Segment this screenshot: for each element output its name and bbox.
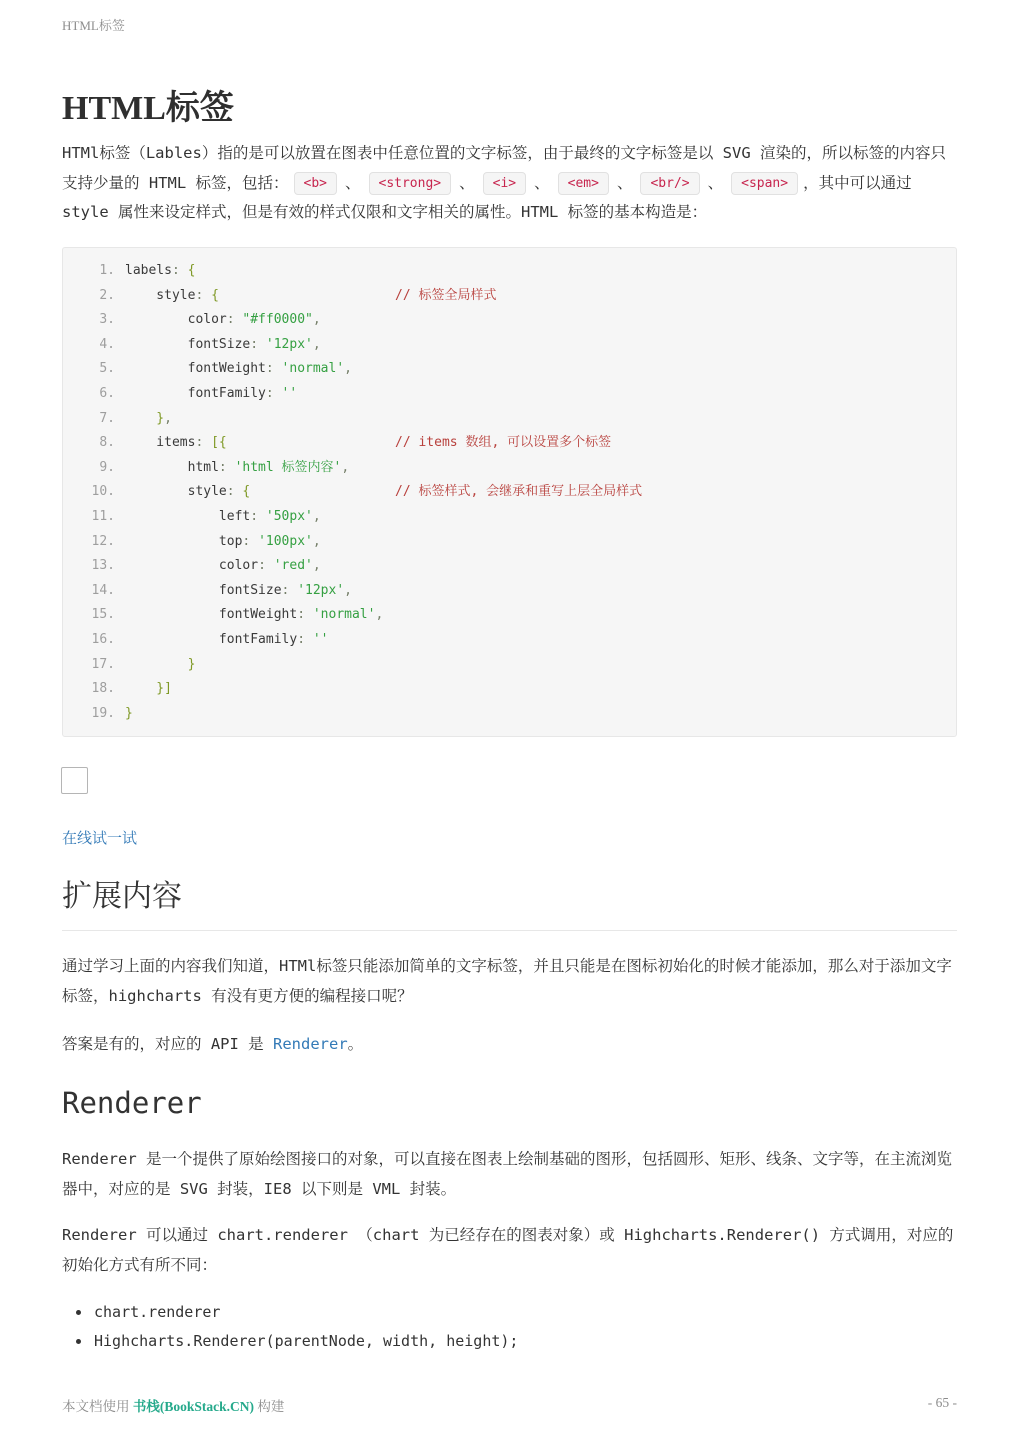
- code-token: ,: [341, 459, 350, 475]
- code-token: ,: [312, 558, 321, 574]
- code-token: top: [125, 533, 243, 549]
- code-token: html: [125, 459, 219, 475]
- code-line: [75, 431, 940, 456]
- intro-text-after: ，其中可以通过 style 属性来设定样式，但是有效的样式仅限和文字相关的属性。HTML 标签的基本构造是：: [62, 173, 912, 221]
- line-number: 11.: [91, 508, 115, 524]
- code-token: :: [281, 582, 298, 598]
- list-item: • chart.renderer: [92, 1298, 952, 1327]
- code-line: [75, 505, 940, 530]
- code-token: fontSize: [125, 336, 251, 352]
- page-title: HTML标签: [62, 90, 234, 127]
- inline-code-tag: <strong>: [369, 172, 452, 195]
- tag-separator: 、: [616, 173, 633, 192]
- code-token: '': [281, 385, 298, 401]
- renderer-paragraph-2: Renderer 可以通过 chart.renderer （chart 为已经存在的图表对象）或 Highcharts.Renderer() 方式调用，对应的初始化方式有所不同：: [62, 1226, 954, 1274]
- code-token: '100px': [258, 533, 313, 549]
- code-token: '50px': [265, 508, 313, 524]
- line-number: 15.: [91, 607, 115, 623]
- code-token: ,: [312, 312, 321, 328]
- line-number: 7.: [99, 410, 115, 426]
- code-token: fontFamily: [125, 385, 266, 401]
- code-line: [75, 333, 940, 358]
- code-line: [75, 653, 940, 678]
- code-line: [75, 530, 940, 555]
- code-token: :: [250, 336, 266, 352]
- line-number: 14.: [91, 582, 115, 598]
- line-number: 5.: [99, 361, 115, 377]
- code-line: [75, 480, 940, 505]
- code-line: [75, 382, 940, 407]
- renderer-paragraph-1: Renderer 是一个提供了原始绘图接口的对象，可以直接在图表上绘制基础的图形，包括圆形、矩形、线条、文字等，在主流浏览器中，对应的是 SVG 封装，IE8 以下则是 VML 封装。: [62, 1150, 952, 1198]
- line-number: 6.: [99, 385, 115, 401]
- code-line: [75, 259, 940, 284]
- code-token: 'html 标签内容': [234, 459, 342, 475]
- code-line: [75, 407, 940, 432]
- tag-separator: 、: [707, 173, 724, 192]
- section-heading-renderer: Renderer: [62, 1086, 202, 1120]
- code-block: [62, 247, 957, 737]
- code-token: {: [211, 287, 219, 303]
- line-number: 2.: [99, 287, 115, 303]
- code-token: }: [125, 410, 165, 426]
- line-number: 16.: [91, 631, 115, 647]
- code-token: 'red': [273, 558, 313, 574]
- code-line: [75, 579, 940, 604]
- code-token: ,: [312, 508, 321, 524]
- bookstack-brand-link[interactable]: 书栈(BookStack.CN): [132, 1399, 255, 1414]
- code-token: '12px': [265, 336, 313, 352]
- section-heading-extension: 扩展内容: [62, 879, 957, 931]
- inline-code-tag: <span>: [731, 172, 798, 195]
- code-line: [75, 603, 940, 628]
- inline-code-tag: <b>: [294, 172, 337, 195]
- code-comment: // 标签样式, 会继承和重写上层全局样式: [395, 484, 643, 500]
- line-number: 9.: [99, 459, 115, 475]
- code-token: {: [242, 484, 251, 500]
- code-line: [75, 702, 940, 727]
- intro-text-before: HTMl标签（Lables）指的是可以放置在图表中任意位置的文字标签，由于最终的文字标签是以 SVG 渲染的，所以标签的内容只支持少量的 HTML 标签，包括：: [62, 144, 946, 192]
- code-token: :: [171, 263, 188, 278]
- line-number: 3.: [99, 312, 115, 328]
- code-token: fontWeight: [125, 607, 298, 623]
- intro-paragraph: [62, 139, 959, 228]
- code-token: :: [226, 312, 243, 328]
- code-comment: // 标签全局样式: [395, 287, 497, 303]
- code-line: [75, 677, 940, 702]
- code-token: :: [218, 459, 235, 475]
- page-number: - 65 -: [927, 1395, 957, 1410]
- running-header: HTML标签: [62, 18, 125, 33]
- code-line: [75, 357, 940, 382]
- list-item: • Highcharts.Renderer(parentNode, width, height);: [92, 1327, 952, 1356]
- inline-code-tag: <em>: [558, 172, 609, 195]
- line-number: 12.: [91, 533, 115, 549]
- code-token: :: [195, 287, 212, 303]
- code-token: :: [265, 361, 282, 377]
- code-token: 'normal': [312, 607, 376, 623]
- code-token: "#ff0000": [242, 312, 313, 328]
- intro-tag-list: [289, 174, 804, 192]
- line-number: 18.: [91, 681, 115, 697]
- line-number: 8.: [99, 435, 115, 451]
- code-token: ,: [344, 361, 352, 377]
- code-token: color: [125, 312, 227, 328]
- code-token: :: [226, 484, 243, 500]
- line-number: 17.: [91, 656, 115, 672]
- code-token: ,: [164, 410, 172, 426]
- code-line: [75, 554, 940, 579]
- line-number: 10.: [91, 484, 115, 500]
- code-line: [75, 284, 940, 309]
- code-token: style: [125, 287, 196, 303]
- code-token: 'normal': [281, 361, 345, 377]
- answer-text-after: 。: [347, 1035, 364, 1053]
- tag-separator: 、: [459, 173, 475, 192]
- code-token: fontSize: [125, 582, 282, 598]
- empty-image-placeholder: [61, 767, 88, 794]
- code-token: items: [125, 435, 196, 451]
- code-token: :: [258, 558, 274, 574]
- tag-separator: 、: [344, 173, 361, 192]
- code-token: }: [125, 705, 133, 721]
- renderer-api-link[interactable]: Renderer: [273, 1035, 348, 1053]
- code-token: fontWeight: [125, 361, 266, 377]
- code-token: ,: [312, 336, 321, 352]
- code-token: {: [187, 263, 196, 278]
- line-number: 19.: [91, 705, 115, 721]
- code-token: :: [250, 508, 266, 524]
- code-line: [75, 308, 940, 333]
- code-token: :: [195, 435, 212, 451]
- code-token: '12px': [297, 582, 345, 598]
- code-token: :: [297, 631, 313, 647]
- line-number: 4.: [99, 336, 115, 352]
- code-comment: // items 数组, 可以设置多个标签: [395, 435, 612, 451]
- code-token: '': [312, 631, 329, 647]
- answer-text-before: 答案是有的，对应的 API 是: [62, 1035, 273, 1053]
- code-token: ,: [344, 582, 352, 598]
- try-online-link[interactable]: 在线试一试: [62, 830, 138, 847]
- code-token: labels: [125, 263, 172, 278]
- inline-code-tag: <i>: [483, 172, 526, 195]
- footer-builder-note: [62, 1395, 284, 1415]
- inline-code-tag: <br/>: [640, 172, 699, 195]
- tag-separator: 、: [534, 173, 550, 192]
- line-number: 1.: [99, 263, 115, 278]
- line-number: 13.: [91, 558, 115, 574]
- code-token: style: [125, 484, 227, 500]
- code-line: [75, 456, 940, 481]
- page-footer: [62, 1395, 957, 1415]
- code-token: :: [297, 607, 313, 623]
- code-token: color: [125, 558, 259, 574]
- renderer-call-list: [92, 1298, 952, 1356]
- code-token: [{: [211, 435, 227, 451]
- code-token: }: [125, 656, 196, 672]
- code-token: ,: [375, 607, 384, 623]
- extension-paragraph-2: [62, 1030, 959, 1060]
- footer-suffix: 构建: [254, 1399, 285, 1414]
- code-token: left: [125, 508, 251, 524]
- code-token: ,: [312, 533, 321, 549]
- footer-prefix: 本文档使用: [62, 1399, 133, 1414]
- code-token: :: [265, 385, 282, 401]
- code-token: fontFamily: [125, 631, 298, 647]
- code-line: [75, 628, 940, 653]
- code-token: :: [242, 533, 259, 549]
- code-token: }]: [125, 681, 172, 697]
- extension-paragraph-1: 通过学习上面的内容我们知道，HTMl标签只能添加简单的文字标签，并且只能是在图标初始化的时候才能添加，那么对于添加文字标签，highcharts 有没有更方便的编程接口呢？: [62, 957, 952, 1005]
